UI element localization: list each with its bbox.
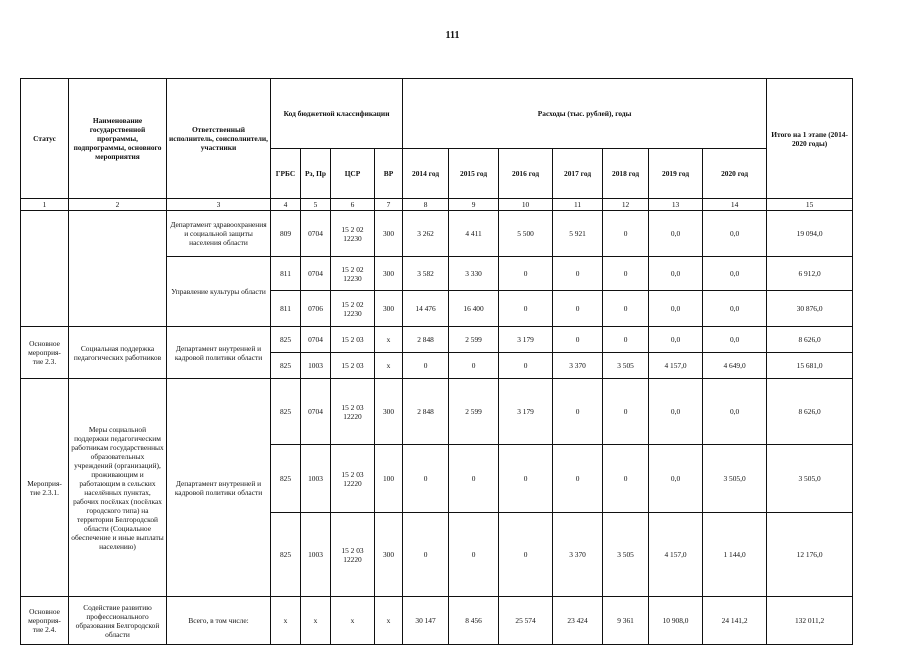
value-2016: 0 — [499, 257, 553, 291]
value-2018: 0 — [603, 379, 649, 445]
value-2016: 3 179 — [499, 379, 553, 445]
csr-cell: 15 2 02 12230 — [331, 257, 375, 291]
value-2020: 3 505,0 — [703, 445, 767, 513]
value-total: 15 681,0 — [767, 353, 853, 379]
value-total: 12 176,0 — [767, 513, 853, 597]
csr-cell: 15 2 03 12220 — [331, 445, 375, 513]
value-2018: 0 — [603, 445, 649, 513]
value-2018: 0 — [603, 291, 649, 327]
value-2016: 0 — [499, 445, 553, 513]
column-number: 10 — [499, 199, 553, 211]
value-2017: 0 — [553, 445, 603, 513]
program-name-cell — [69, 211, 167, 327]
program-name-cell: Социальная поддержка педагогических работников — [69, 327, 167, 379]
value-total: 6 912,0 — [767, 257, 853, 291]
value-2014: 3 262 — [403, 211, 449, 257]
value-2019: 4 157,0 — [649, 353, 703, 379]
grbs-cell: 825 — [271, 353, 301, 379]
value-2014: 0 — [403, 353, 449, 379]
value-2020: 0,0 — [703, 291, 767, 327]
executor-cell: Департамент внутренней и кадровой политики области — [167, 327, 271, 379]
value-2019: 10 908,0 — [649, 597, 703, 645]
value-2019: 0,0 — [649, 445, 703, 513]
rzpr-cell: 0704 — [301, 257, 331, 291]
rzpr-cell: 1003 — [301, 513, 331, 597]
value-2017: 3 370 — [553, 353, 603, 379]
status-cell: Основное мероприя-тие 2.4. — [21, 597, 69, 645]
value-2016: 3 179 — [499, 327, 553, 353]
column-number: 1 — [21, 199, 69, 211]
executor-cell: Департамент здравоохранения и социальной защиты населения области — [167, 211, 271, 257]
value-total: 132 011,2 — [767, 597, 853, 645]
header-2015: 2015 год — [449, 149, 499, 199]
column-number: 14 — [703, 199, 767, 211]
header-budget-code: Код бюджетной классификации — [271, 79, 403, 149]
value-2014: 0 — [403, 513, 449, 597]
value-2015: 0 — [449, 513, 499, 597]
value-total: 30 876,0 — [767, 291, 853, 327]
value-2020: 24 141,2 — [703, 597, 767, 645]
value-2019: 0,0 — [649, 211, 703, 257]
column-number: 15 — [767, 199, 853, 211]
value-2017: 0 — [553, 327, 603, 353]
value-2018: 0 — [603, 327, 649, 353]
vr-cell: х — [375, 353, 403, 379]
column-number: 2 — [69, 199, 167, 211]
header-2016: 2016 год — [499, 149, 553, 199]
value-2017: 23 424 — [553, 597, 603, 645]
csr-cell: 15 2 03 12220 — [331, 513, 375, 597]
csr-cell: 15 2 02 12230 — [331, 211, 375, 257]
vr-cell: х — [375, 597, 403, 645]
rzpr-cell: 0704 — [301, 379, 331, 445]
value-2020: 1 144,0 — [703, 513, 767, 597]
column-number-row — [21, 199, 853, 211]
header-2014: 2014 год — [403, 149, 449, 199]
value-2019: 0,0 — [649, 379, 703, 445]
value-2018: 3 505 — [603, 513, 649, 597]
header-rzpr: Рз, Пр — [301, 149, 331, 199]
value-2014: 14 476 — [403, 291, 449, 327]
program-name-cell: Меры социальной поддержки педагогическим работникам государственных образовательных учреждений (организаций), проживающим и работающим в сельских населённых пунктах, рабочих посёлках (посёлках городского типа) на территории Белгородской области (Социальное обеспечение и иные выплаты населению) — [69, 379, 167, 597]
vr-cell: х — [375, 327, 403, 353]
value-2017: 0 — [553, 257, 603, 291]
value-2014: 0 — [403, 445, 449, 513]
value-2020: 4 649,0 — [703, 353, 767, 379]
column-number: 5 — [301, 199, 331, 211]
value-2019: 0,0 — [649, 327, 703, 353]
grbs-cell: 809 — [271, 211, 301, 257]
vr-cell: 300 — [375, 211, 403, 257]
rzpr-cell: 0704 — [301, 211, 331, 257]
value-2016: 0 — [499, 353, 553, 379]
vr-cell: 300 — [375, 291, 403, 327]
header-2020: 2020 год — [703, 149, 767, 199]
column-number: 11 — [553, 199, 603, 211]
program-name-cell: Содействие развитию профессионального образования Белгородской области — [69, 597, 167, 645]
value-total: 8 626,0 — [767, 379, 853, 445]
header-csr: ЦСР — [331, 149, 375, 199]
value-2015: 3 330 — [449, 257, 499, 291]
grbs-cell: х — [271, 597, 301, 645]
header-executor: Ответственный исполнитель, соисполнители, участники — [167, 79, 271, 199]
header-2019: 2019 год — [649, 149, 703, 199]
value-2017: 0 — [553, 291, 603, 327]
header-vr: ВР — [375, 149, 403, 199]
executor-cell: Управление культуры области — [167, 257, 271, 327]
column-number: 3 — [167, 199, 271, 211]
column-number: 12 — [603, 199, 649, 211]
header-status: Статус — [21, 79, 69, 199]
header-grbs: ГРБС — [271, 149, 301, 199]
value-2016: 25 574 — [499, 597, 553, 645]
header-total: Итого на 1 этапе (2014-2020 годы) — [767, 79, 853, 199]
value-2018: 3 505 — [603, 353, 649, 379]
value-2020: 0,0 — [703, 211, 767, 257]
value-2015: 4 411 — [449, 211, 499, 257]
column-number: 13 — [649, 199, 703, 211]
column-number: 7 — [375, 199, 403, 211]
header-program-name: Наименование государственной программы, подпрограммы, основного мероприятия — [69, 79, 167, 199]
value-2014: 2 848 — [403, 379, 449, 445]
value-2019: 4 157,0 — [649, 513, 703, 597]
executor-cell: Всего, в том числе: — [167, 597, 271, 645]
value-2019: 0,0 — [649, 291, 703, 327]
table-row — [21, 379, 853, 445]
executor-cell: Департамент внутренней и кадровой политики области — [167, 379, 271, 597]
value-2017: 3 370 — [553, 513, 603, 597]
csr-cell: 15 2 03 — [331, 327, 375, 353]
vr-cell: 300 — [375, 379, 403, 445]
status-cell: Мероприя-тие 2.3.1. — [21, 379, 69, 597]
value-2017: 0 — [553, 379, 603, 445]
value-2016: 0 — [499, 513, 553, 597]
value-2015: 16 400 — [449, 291, 499, 327]
value-2014: 3 582 — [403, 257, 449, 291]
value-total: 3 505,0 — [767, 445, 853, 513]
column-number: 9 — [449, 199, 499, 211]
rzpr-cell: 1003 — [301, 353, 331, 379]
value-2015: 2 599 — [449, 327, 499, 353]
csr-cell: 15 2 02 12230 — [331, 291, 375, 327]
page-number: 111 — [445, 30, 460, 41]
value-2018: 9 361 — [603, 597, 649, 645]
vr-cell: 300 — [375, 513, 403, 597]
csr-cell: 15 2 03 12220 — [331, 379, 375, 445]
status-cell — [21, 211, 69, 327]
column-number: 4 — [271, 199, 301, 211]
grbs-cell: 825 — [271, 379, 301, 445]
value-2020: 0,0 — [703, 379, 767, 445]
value-2015: 2 599 — [449, 379, 499, 445]
table-row — [21, 597, 853, 645]
column-number: 6 — [331, 199, 375, 211]
budget-table — [20, 78, 853, 645]
value-total: 19 094,0 — [767, 211, 853, 257]
rzpr-cell: 0704 — [301, 327, 331, 353]
value-2018: 0 — [603, 211, 649, 257]
grbs-cell: 811 — [271, 257, 301, 291]
rzpr-cell: 1003 — [301, 445, 331, 513]
grbs-cell: 811 — [271, 291, 301, 327]
value-2014: 30 147 — [403, 597, 449, 645]
value-2016: 5 500 — [499, 211, 553, 257]
value-2017: 5 921 — [553, 211, 603, 257]
value-total: 8 626,0 — [767, 327, 853, 353]
rzpr-cell: 0706 — [301, 291, 331, 327]
header-2017: 2017 год — [553, 149, 603, 199]
table-row — [21, 327, 853, 353]
header-2018: 2018 год — [603, 149, 649, 199]
value-2018: 0 — [603, 257, 649, 291]
value-2016: 0 — [499, 291, 553, 327]
grbs-cell: 825 — [271, 445, 301, 513]
vr-cell: 300 — [375, 257, 403, 291]
rzpr-cell: х — [301, 597, 331, 645]
grbs-cell: 825 — [271, 513, 301, 597]
value-2015: 8 456 — [449, 597, 499, 645]
value-2020: 0,0 — [703, 257, 767, 291]
table-row — [21, 211, 853, 257]
value-2015: 0 — [449, 445, 499, 513]
header-expenses: Расходы (тыс. рублей), годы — [403, 79, 767, 149]
vr-cell: 100 — [375, 445, 403, 513]
value-2014: 2 848 — [403, 327, 449, 353]
csr-cell: 15 2 03 — [331, 353, 375, 379]
value-2015: 0 — [449, 353, 499, 379]
value-2020: 0,0 — [703, 327, 767, 353]
value-2019: 0,0 — [649, 257, 703, 291]
grbs-cell: 825 — [271, 327, 301, 353]
column-number: 8 — [403, 199, 449, 211]
status-cell: Основное мероприя-тие 2.3. — [21, 327, 69, 379]
csr-cell: х — [331, 597, 375, 645]
